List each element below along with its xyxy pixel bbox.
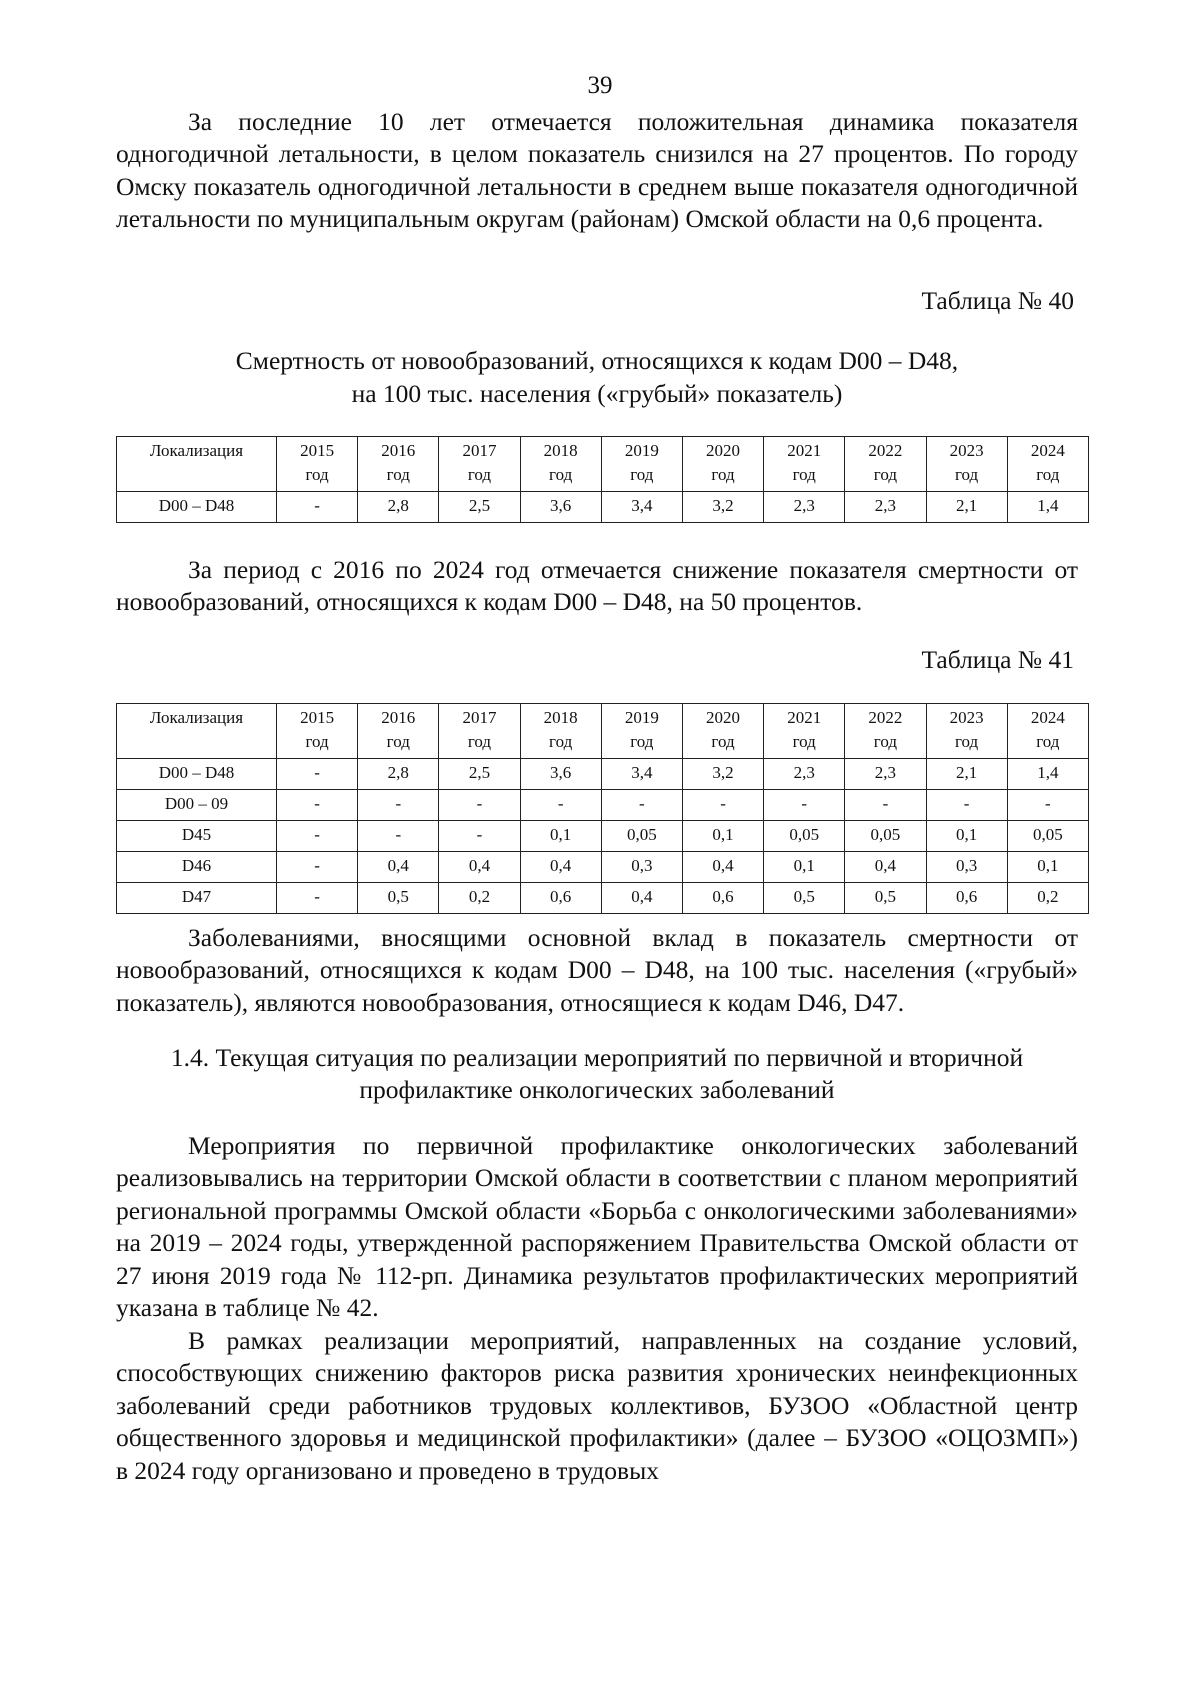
table-cell: 0,5 (358, 883, 439, 914)
table-row (117, 492, 1089, 523)
table-header-row (117, 437, 1089, 492)
year-number: 2019 (624, 708, 659, 727)
header-localization: Локализация (117, 704, 277, 759)
year-suffix: год (954, 732, 979, 751)
header-year-2024 (1007, 704, 1088, 759)
table-cell: 0,2 (1007, 883, 1088, 914)
table-cell: - (277, 790, 358, 821)
table-cell: 2,1 (926, 759, 1007, 790)
table-cell: 0,4 (682, 852, 763, 883)
table-cell: 3,6 (520, 492, 601, 523)
table-cell: 0,4 (845, 852, 926, 883)
table-cell: - (277, 759, 358, 790)
table-cell: - (277, 883, 358, 914)
year-number: 2017 (462, 441, 497, 460)
year-number: 2018 (543, 708, 578, 727)
table-cell: 0,05 (601, 821, 682, 852)
header-year-2020 (682, 704, 763, 759)
header-year-2020 (682, 437, 763, 492)
year-suffix: год (549, 732, 573, 751)
table-cell: - (439, 790, 520, 821)
year-suffix: год (467, 732, 492, 751)
table-cell: 0,05 (764, 821, 845, 852)
table-cell: - (358, 821, 439, 852)
year-suffix: год (630, 465, 654, 484)
table-cell: 0,4 (601, 883, 682, 914)
year-suffix: год (467, 465, 492, 484)
header-year-2023 (926, 437, 1007, 492)
table-cell: 0,6 (520, 883, 601, 914)
table-row (117, 759, 1089, 790)
table-row (117, 790, 1089, 821)
table-cell: - (1007, 790, 1088, 821)
year-suffix: год (305, 465, 329, 484)
table-cell: 0,6 (682, 883, 763, 914)
paragraph-mortality-decrease (116, 554, 1078, 619)
year-suffix: год (792, 465, 816, 484)
row-localization: D46 (117, 852, 277, 883)
header-year-2022 (845, 704, 926, 759)
header-year-2015 (277, 437, 358, 492)
table-41 (116, 703, 1089, 914)
header-year-2016 (358, 437, 439, 492)
year-number: 2022 (868, 441, 903, 460)
header-year-2019 (601, 437, 682, 492)
year-number: 2020 (706, 441, 741, 460)
header-year-2018 (520, 704, 601, 759)
table-cell: 0,1 (926, 821, 1007, 852)
table-40-title-line1: Смертность от новообразований, относящихся к кодам D00 – D48, (235, 346, 959, 375)
paragraph-workplace-programs (116, 1325, 1078, 1487)
paragraph-main-contributors-text: Заболеваниями, вносящими основной вклад в показатель смертности от новообразований, относящихся к кодам D00 – D48, на 100 тыс. населения («грубый» показатель), являются новообразования, относящиеся к кодам D46, D47. (116, 923, 1078, 1017)
table-cell: 0,5 (764, 883, 845, 914)
table-cell: 2,5 (439, 492, 520, 523)
table-41-label: Таблица № 41 (921, 645, 1074, 674)
header-year-2023 (926, 704, 1007, 759)
section-heading-line2: профилактике онкологических заболеваний (359, 1075, 835, 1104)
table-cell: - (277, 492, 358, 523)
table-cell: 0,4 (439, 852, 520, 883)
table-cell: - (439, 821, 520, 852)
table-cell: 2,8 (358, 759, 439, 790)
table-cell: 0,3 (601, 852, 682, 883)
header-year-2021 (764, 704, 845, 759)
year-number: 2020 (706, 708, 741, 727)
year-number: 2024 (1030, 708, 1065, 727)
table-cell: 0,3 (926, 852, 1007, 883)
table-cell: 0,1 (682, 821, 763, 852)
table-cell: 2,3 (845, 492, 926, 523)
table-cell: 2,5 (439, 759, 520, 790)
year-suffix: год (873, 465, 898, 484)
table-cell: 2,8 (358, 492, 439, 523)
year-number: 2019 (624, 441, 659, 460)
row-localization: D00 – D48 (117, 492, 277, 523)
year-number: 2015 (300, 441, 335, 460)
row-localization: D00 – D48 (117, 759, 277, 790)
table-cell: 3,4 (601, 492, 682, 523)
year-suffix: год (1036, 465, 1060, 484)
paragraph-workplace-programs-text: В рамках реализации мероприятий, направленных на создание условий, способствующих снижению факторов риска развития хронических неинфекционных заболеваний среди работников трудовых коллективов, БУЗОО «Областной центр общественного здоровья и медицинской профилактики» (далее – БУЗОО «ОЦОЗМП») в 2024 году организовано и проведено в трудовых (116, 1326, 1078, 1485)
table-cell: 0,05 (1007, 821, 1088, 852)
year-suffix: год (549, 465, 573, 484)
table-cell: 0,05 (845, 821, 926, 852)
section-heading (116, 1042, 1078, 1106)
year-number: 2023 (949, 708, 984, 727)
table-cell: 3,4 (601, 759, 682, 790)
year-suffix: год (954, 465, 979, 484)
year-number: 2016 (381, 441, 416, 460)
table-cell: - (682, 790, 763, 821)
table-40-title (116, 344, 1078, 410)
header-year-2021 (764, 437, 845, 492)
year-number: 2024 (1030, 441, 1065, 460)
table-40 (116, 436, 1089, 523)
table-cell: 0,1 (520, 821, 601, 852)
header-year-2018 (520, 437, 601, 492)
header-year-2017 (439, 704, 520, 759)
year-number: 2015 (300, 708, 335, 727)
year-suffix: год (873, 732, 898, 751)
table-row (117, 883, 1089, 914)
year-suffix: год (711, 732, 735, 751)
table-cell: - (277, 821, 358, 852)
paragraph-mortality-decrease-text: За период с 2016 по 2024 год отмечается снижение показателя смертности от новообразований, относящихся к кодам D00 – D48, на 50 процентов. (116, 555, 1078, 617)
table-cell: 0,4 (520, 852, 601, 883)
year-number: 2018 (543, 441, 578, 460)
table-cell: 2,1 (926, 492, 1007, 523)
table-cell: - (358, 790, 439, 821)
table-cell: - (845, 790, 926, 821)
table-cell: - (601, 790, 682, 821)
row-localization: D47 (117, 883, 277, 914)
row-localization: D00 – 09 (117, 790, 277, 821)
table-cell: - (764, 790, 845, 821)
year-suffix: год (630, 732, 654, 751)
row-localization: D45 (117, 821, 277, 852)
header-localization: Локализация (117, 437, 277, 492)
table-cell: 1,4 (1007, 492, 1088, 523)
paragraph-main-contributors (116, 922, 1078, 1019)
year-suffix: год (386, 732, 410, 751)
paragraph-prevention-measures (116, 1130, 1078, 1324)
table-cell: 0,5 (845, 883, 926, 914)
table-cell: 3,6 (520, 759, 601, 790)
paragraph-prevention-measures-text: Мероприятия по первичной профилактике онкологических заболеваний реализовывались на территории Омской области в соответствии с планом мероприятий региональной программы Омской области «Борьба с онкологическими заболеваниями» на 2019 – 2024 годы, утвержденной распоряжением Правительства Омской области от 27 июня 2019 года № 112-рп. Динамика результатов профилактических мероприятий указана в таблице № 42. (116, 1131, 1078, 1323)
table-cell: 0,6 (926, 883, 1007, 914)
table-header-row (117, 704, 1089, 759)
year-suffix: год (386, 465, 410, 484)
table-row (117, 852, 1089, 883)
paragraph-lethality (116, 106, 1078, 236)
year-suffix: год (792, 732, 816, 751)
table-cell: 0,2 (439, 883, 520, 914)
header-year-2015 (277, 704, 358, 759)
table-cell: - (277, 852, 358, 883)
table-40-label: Таблица № 40 (921, 286, 1074, 315)
year-number: 2016 (381, 708, 416, 727)
table-cell: 0,1 (764, 852, 845, 883)
year-number: 2021 (787, 708, 822, 727)
paragraph-lethality-text: За последние 10 лет отмечается положительная динамика показателя одногодичной летальности, в целом показатель снизился на 27 процентов. По городу Омску показатель одногодичной летальности в среднем выше показателя одногодичной летальности по муниципальным округам (районам) Омской области на 0,6 процента. (116, 107, 1078, 234)
table-cell: 2,3 (845, 759, 926, 790)
year-number: 2017 (462, 708, 497, 727)
header-year-2017 (439, 437, 520, 492)
table-cell: - (520, 790, 601, 821)
table-cell: 2,3 (764, 759, 845, 790)
table-cell: 3,2 (682, 492, 763, 523)
year-number: 2022 (868, 708, 903, 727)
page-number: 39 (587, 72, 613, 99)
year-number: 2021 (787, 441, 822, 460)
section-heading-line1: 1.4. Текущая ситуация по реализации мероприятий по первичной и вторичной (170, 1043, 1024, 1072)
table-cell: 2,3 (764, 492, 845, 523)
table-row (117, 821, 1089, 852)
table-cell: 0,4 (358, 852, 439, 883)
year-number: 2023 (949, 441, 984, 460)
table-cell: - (926, 790, 1007, 821)
header-year-2016 (358, 704, 439, 759)
table-cell: 1,4 (1007, 759, 1088, 790)
table-40-title-line2: на 100 тыс. населения («грубый» показатель) (351, 379, 843, 408)
year-suffix: год (1036, 732, 1060, 751)
header-year-2024 (1007, 437, 1088, 492)
header-year-2019 (601, 704, 682, 759)
year-suffix: год (711, 465, 735, 484)
table-cell: 0,1 (1007, 852, 1088, 883)
header-year-2022 (845, 437, 926, 492)
year-suffix: год (305, 732, 329, 751)
table-cell: 3,2 (682, 759, 763, 790)
